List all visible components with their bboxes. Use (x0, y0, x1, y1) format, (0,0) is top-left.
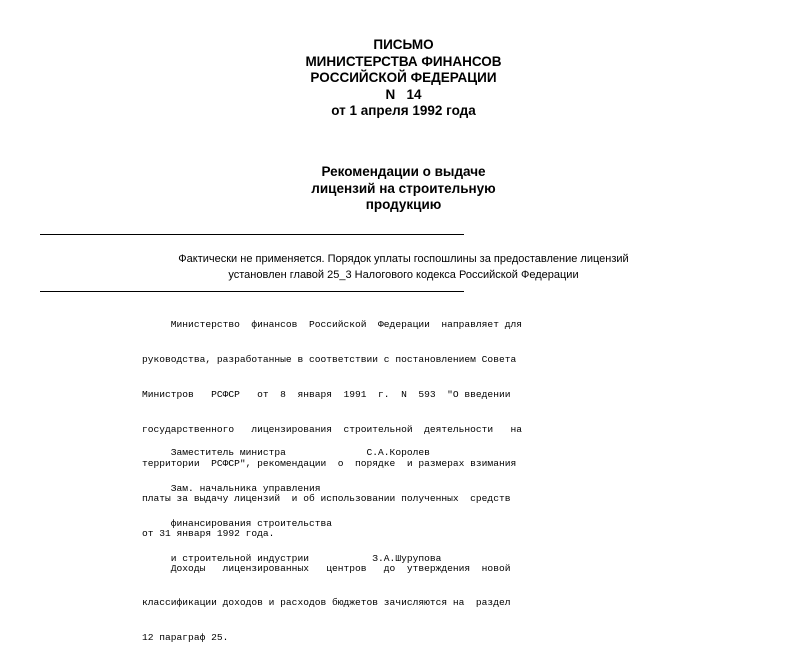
header-line-country: РОССИЙСКОЙ ФЕДЕРАЦИИ (310, 70, 497, 85)
signature-deputy-head (142, 460, 441, 576)
header-line-ministry: МИНИСТЕРСТВА ФИНАНСОВ (305, 53, 502, 69)
subtitle-line: продукцию (365, 197, 442, 212)
document-header (0, 37, 807, 120)
header-line-type: ПИСЬМО (373, 37, 434, 52)
divider-bottom (40, 291, 464, 292)
divider-top (40, 234, 464, 235)
body-line: Министерство финансов Российской Федерации направляет для (142, 319, 522, 331)
body-line: государственного лицензирования строительной деятельности на (142, 423, 522, 435)
body-line: платы за выдачу лицензий и об использовании полученных средств (142, 493, 511, 505)
status-note-line: Фактически не применяется. Порядок уплаты госпошлины за предоставление лицензий (178, 253, 629, 265)
header-line-date: от 1 апреля 1992 года (331, 103, 476, 118)
status-note (0, 251, 807, 283)
signature-line: Заместитель министра С.А.Королев (142, 447, 430, 459)
signature-line: финансирования строительства (142, 517, 332, 529)
subtitle-line: Рекомендации о выдаче (321, 164, 486, 179)
signature-line: Зам. начальника управления (142, 483, 321, 495)
document-subtitle (0, 164, 807, 214)
signature-line: и строительной индустрии З.А.Шурупова (142, 552, 442, 564)
body-line: Доходы лицензированных центров до утверждения новой (142, 562, 511, 574)
body-line: 12 параграф 25. (142, 632, 229, 644)
body-line: классификации доходов и расходов бюджетов зачисляются на раздел (142, 597, 511, 609)
body-line: территории РСФСР", рекомендации о порядке и размерах взимания (142, 458, 517, 470)
header-line-number: N 14 (385, 86, 422, 102)
body-line: от 31 января 1992 года. (142, 527, 275, 539)
subtitle-line: лицензий на строительную (311, 180, 496, 196)
body-line: руководства, разработанные в соответствии с постановлением Совета (142, 353, 517, 365)
status-note-line: установлен главой 25_3 Налогового кодекса Российской Федерации (228, 269, 579, 281)
body-line: Министров РСФСР от 8 января 1991 г. N 593 "О введении (142, 388, 511, 400)
